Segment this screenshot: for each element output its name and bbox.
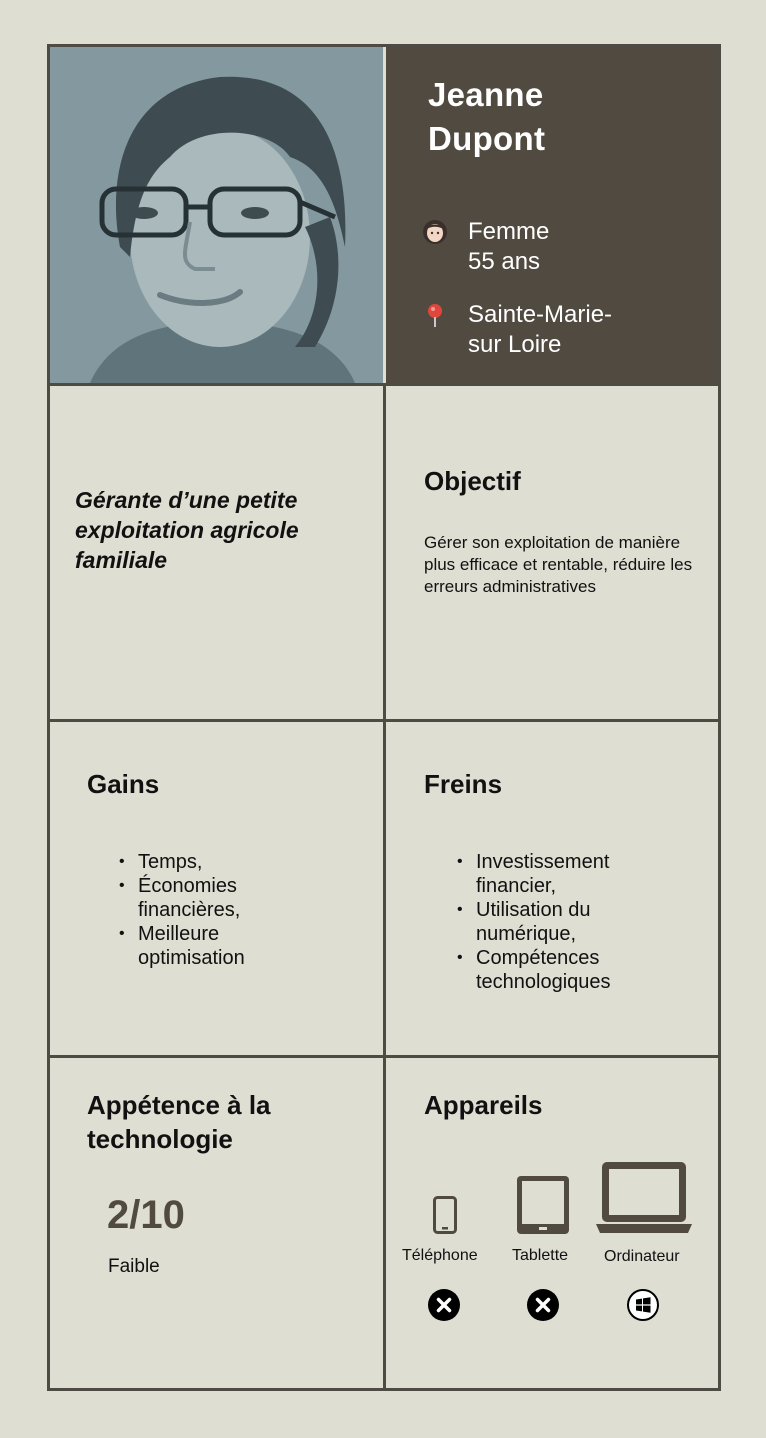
pin-icon [422,302,448,328]
gains-title: Gains [87,769,160,799]
persona-first-name: Jeanne [428,76,544,113]
appetence-title-line: Appétence à la [87,1090,271,1120]
appetence-title [87,1088,347,1156]
close-icon [527,1289,559,1321]
list-item: • Investissement financier, [457,851,610,897]
list-item: • Utilisation du numérique, [457,899,591,945]
location-line2: sur Loire [468,331,562,358]
smartphone-icon [433,1196,457,1234]
list-item-text: Utilisation du [476,899,591,921]
list-item-text: optimisation [138,947,245,969]
persona-header [386,47,718,383]
gains-section [50,722,383,1055]
list-item-text: financier, [476,875,557,897]
windows-icon [627,1289,659,1321]
persona-card [47,44,721,1391]
age-text: 55 ans [468,248,541,275]
location-line1: Sainte-Marie- [468,301,613,328]
woman-icon [422,219,448,245]
freins-title: Freins [424,769,503,799]
role-line: Gérante d’une petite [75,487,298,513]
device-label-tablet: Tablette [512,1247,569,1264]
persona-photo [50,47,383,383]
objectif-text: Gérer son exploitation de manière plus efficace et rentable, réduire les erreurs administratives [424,533,693,596]
list-item-text: Temps, [138,851,203,873]
objectif-title: Objectif [424,466,521,496]
list-item-text: Compétences [476,947,600,969]
freins-list [455,850,695,994]
list-item-text: Économies [138,875,237,897]
appareils-section [386,1058,718,1388]
gender-age-row [422,217,549,277]
gains-list [117,850,357,970]
list-item: • Temps, [119,851,203,873]
appetence-score: 2/10 [107,1193,185,1237]
appetence-section [50,1058,383,1388]
role-line: familiale [75,547,168,573]
role-line: exploitation agricole [75,517,299,543]
device-label-phone: Téléphone [402,1247,478,1264]
laptop-icon [596,1162,692,1234]
list-item-text: numérique, [476,923,577,945]
appetence-level: Faible [108,1256,160,1277]
appareils-title: Appareils [424,1090,543,1120]
list-item-text: financières, [138,899,241,921]
list-item: • Meilleure optimisation [119,923,245,969]
device-label-computer: Ordinateur [604,1248,680,1265]
list-item-text: Meilleure [138,923,220,945]
appetence-title-line: technologie [87,1124,233,1154]
tablet-icon [517,1176,569,1234]
list-item-text: Investissement [476,851,610,873]
list-item: • Économies financières, [119,875,241,921]
list-item: • Compétences technologiques [457,947,611,993]
location-row [422,300,612,360]
persona-name [428,73,545,161]
freins-section [386,722,718,1055]
objectif-section [386,386,718,719]
persona-last-name: Dupont [428,120,546,157]
role-section [50,386,383,719]
list-item-text: technologiques [476,971,611,993]
close-icon [428,1289,460,1321]
gender-text: Femme [468,218,550,245]
role-text [75,485,365,575]
